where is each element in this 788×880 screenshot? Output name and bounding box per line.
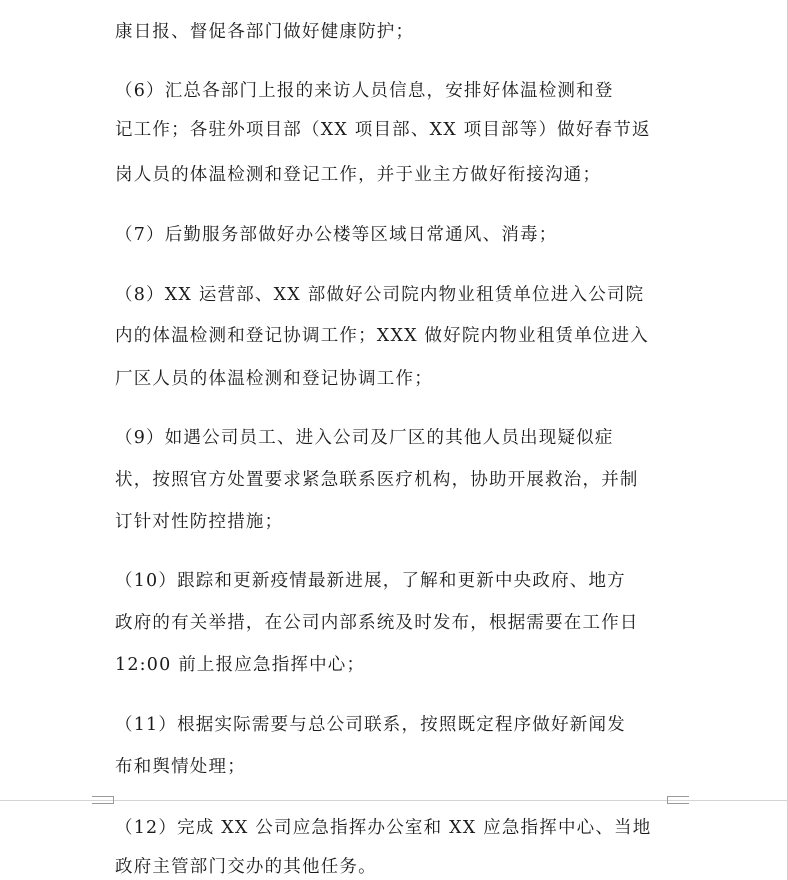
- text-line: （10）跟踪和更新疫情最新进展，了解和更新中央政府、地方: [115, 571, 626, 591]
- text-line: （9）如遇公司员工、进入公司及厂区的其他人员出现疑似症: [115, 428, 614, 448]
- text-line: 内的体温检测和登记协调工作；XXX 做好院内物业租赁单位进入: [115, 326, 649, 346]
- text-line: 政府的有关举措，在公司内部系统及时发布，根据需要在工作日: [115, 613, 639, 633]
- text-line: 岗人员的体温检测和登记工作，并于业主方做好衔接沟通；: [115, 165, 602, 185]
- text-line: 12:00 前上报应急指挥中心；: [115, 655, 366, 675]
- page-corner-mark-right: [667, 796, 689, 804]
- text-line: （7）后勤服务部做好办公楼等区域日常通风、消毒；: [115, 225, 558, 245]
- text-line: （11）根据实际需要与总公司联系，按照既定程序做好新闻发: [115, 715, 626, 735]
- text-line: 订针对性防控措施；: [115, 512, 284, 532]
- text-line: （12）完成 XX 公司应急指挥办公室和 XX 应急指挥中心、当地: [115, 818, 652, 838]
- page-corner-mark-left: [92, 796, 114, 804]
- text-line: （8）XX 运营部、XX 部做好公司院内物业租赁单位进入公司院: [115, 285, 645, 305]
- text-line: 状，按照官方处置要求紧急联系医疗机构，协助开展救治，并制: [115, 470, 639, 490]
- text-line: 布和舆情处理；: [115, 757, 246, 777]
- text-line: 康日报、督促各部门做好健康防护；: [115, 22, 415, 42]
- text-line: （6）汇总各部门上报的来访人员信息，安排好体温检测和登: [115, 81, 614, 101]
- text-line: 厂区人员的体温检测和登记协调工作；: [115, 369, 433, 389]
- text-line: 记工作；各驻外项目部（XX 项目部、XX 项目部等）做好春节返: [115, 120, 651, 140]
- text-line: 政府主管部门交办的其他任务。: [115, 857, 377, 877]
